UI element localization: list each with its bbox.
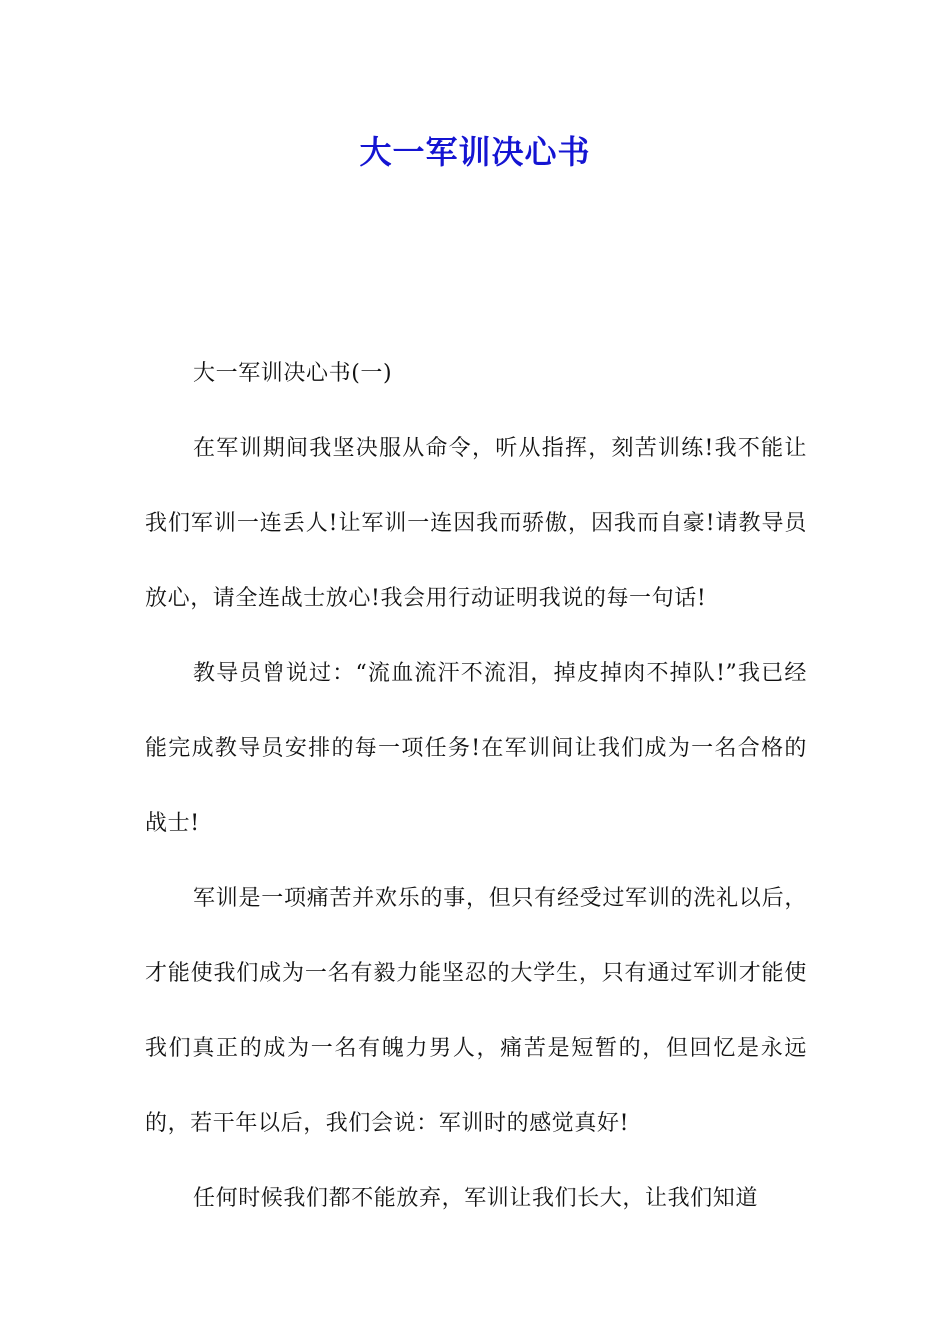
paragraph: 在军训期间我坚决服从命令，听从指挥，刻苦训练!我不能让我们军训一连丢人!让军训一连因我而骄傲，因我而自豪!请教导员放心，请全连战士放心!我会用行动证明我说的每一句话! xyxy=(145,436,807,611)
paragraph: 任何时候我们都不能放弃，军训让我们长大，让我们知道 xyxy=(193,1186,759,1211)
document-body xyxy=(145,336,807,1236)
paragraph: 军训是一项痛苦并欢乐的事，但只有经受过军训的洗礼以后，才能使我们成为一名有毅力能坚忍的大学生，只有通过军训才能使我们真正的成为一名有魄力男人，痛苦是短暂的，但回忆是永远的，若干年以后，我们会说：军训时的感觉真好! xyxy=(145,886,807,1136)
paragraph-heading: 大一军训决心书(一) xyxy=(193,361,393,386)
document-title: 大一军训决心书 xyxy=(359,133,591,171)
paragraph: 教导员曾说过：“流血流汗不流泪，掉皮掉肉不掉队!”我已经能完成教导员安排的每一项任务!在军训间让我们成为一名合格的战士! xyxy=(145,661,807,836)
